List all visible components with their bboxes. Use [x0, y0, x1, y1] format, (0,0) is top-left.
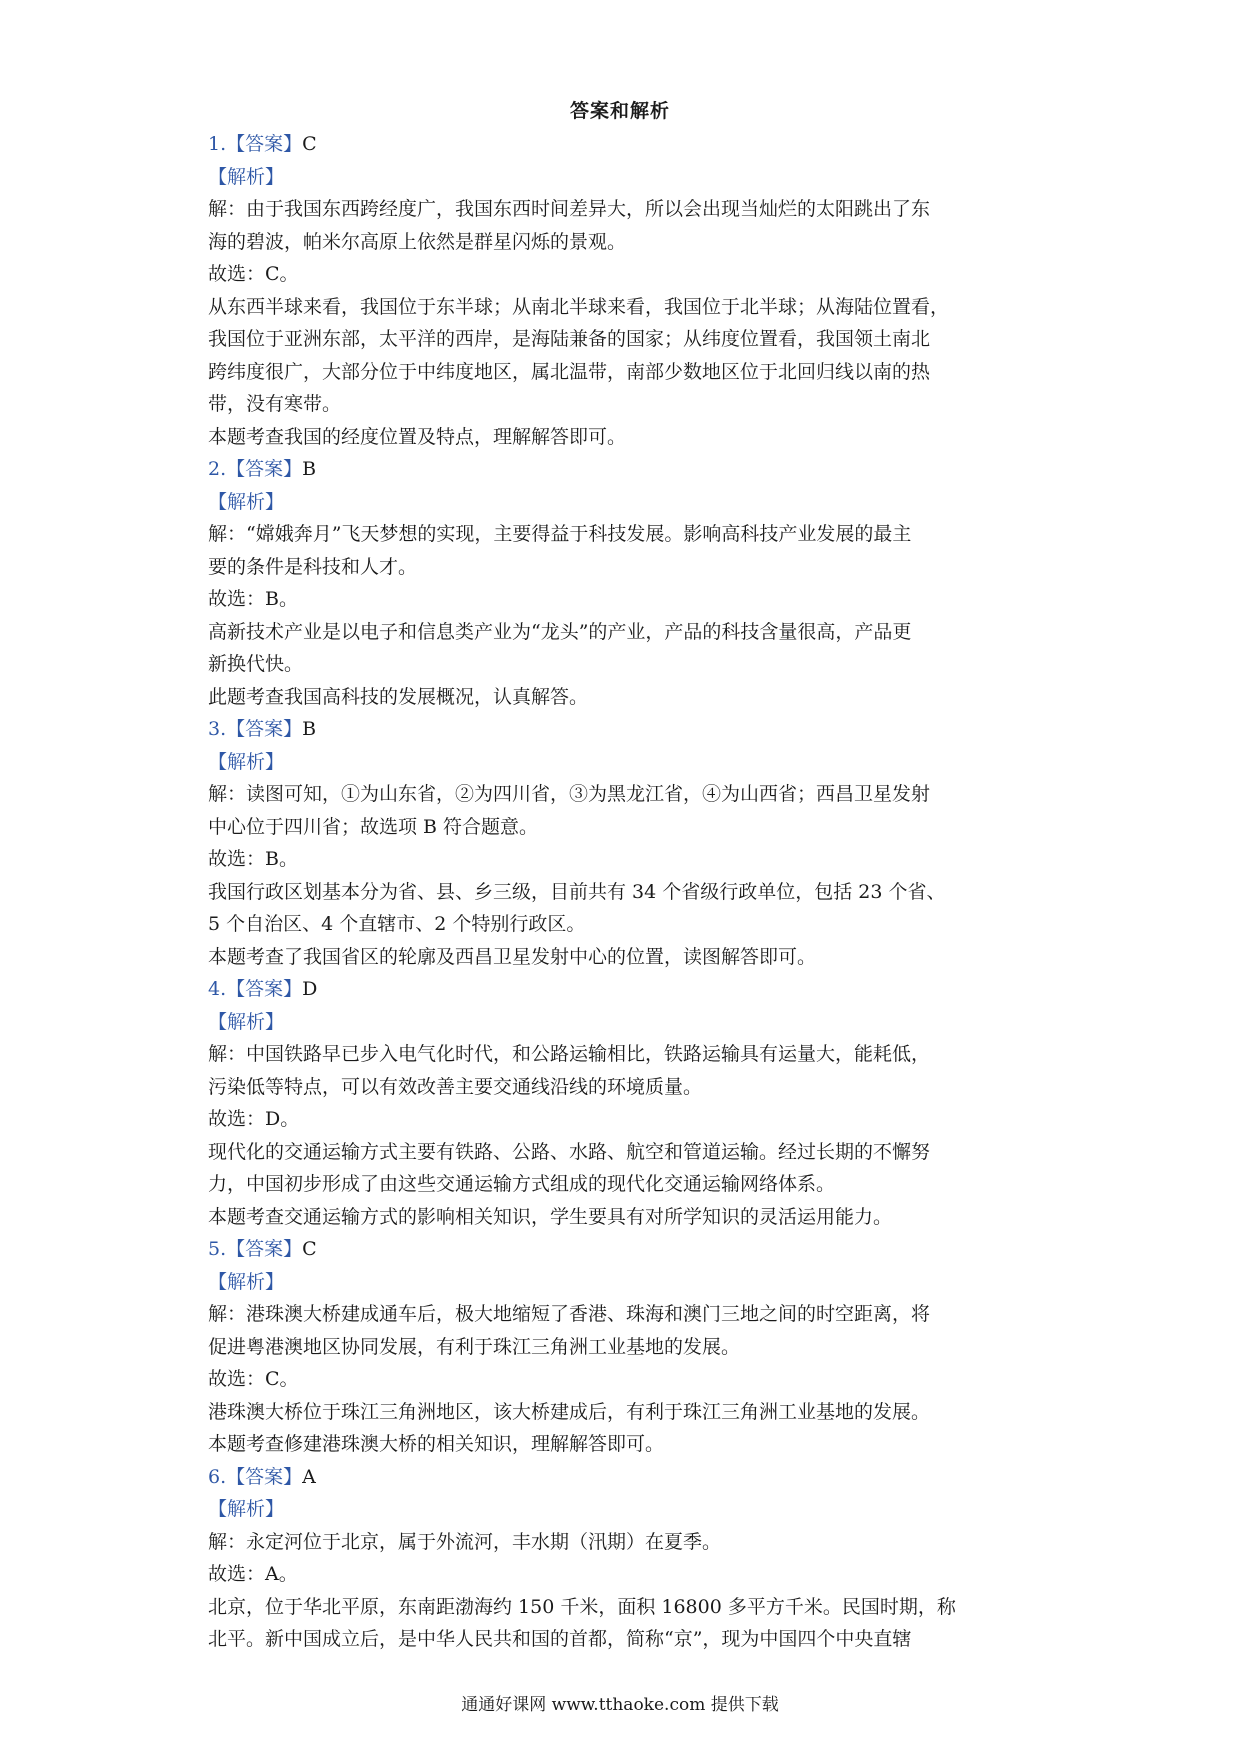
analysis-label: 【解析】: [208, 1498, 285, 1520]
analysis-text-line: 现代化的交通运输方式主要有铁路、公路、水路、航空和管道运输。经过长期的不懈努: [208, 1140, 931, 1163]
answer-value: D: [302, 978, 318, 1000]
question-number: 3.: [208, 718, 227, 740]
answer-line: [208, 128, 1034, 161]
answer-label: 【答案】: [226, 978, 303, 1000]
answer-label: 【答案】: [226, 1465, 303, 1488]
answer-label: 【答案】: [226, 133, 303, 155]
question-number: 5.: [208, 1238, 227, 1260]
analysis-text-line: 5 个自治区、4 个直辖市、2 个特别行政区。: [208, 913, 586, 935]
analysis-text-line: 港珠澳大桥位于珠江三角洲地区，该大桥建成后，有利于珠江三角洲工业基地的发展。: [208, 1400, 931, 1423]
answer-line: [208, 1233, 1034, 1266]
analysis-text-line: 跨纬度很广，大部分位于中纬度地区，属北温带，南部少数地区位于北回归线以南的热: [208, 360, 931, 383]
analysis-label: 【解析】: [208, 1010, 285, 1033]
analysis-text-line: 北平。新中国成立后，是中华人民共和国的首都，简称“京”，现为中国四个中央直辖: [208, 1628, 912, 1650]
question-number: 2.: [208, 458, 227, 480]
analysis-text-line: 解：中国铁路早已步入电气化时代，和公路运输相比，铁路运输具有运量大，能耗低，: [208, 1043, 931, 1065]
analysis-text-line: 北京，位于华北平原，东南距渤海约 150 千米，面积 16800 多平方千米。民国时期，称: [208, 1595, 956, 1618]
analysis-text-line: 此题考查我国高科技的发展概况，认真解答。: [208, 685, 589, 708]
answer-line: [208, 713, 1034, 746]
question-block: [208, 1461, 1034, 1656]
question-block: [208, 713, 1034, 973]
analysis-text-line: 故选：D。: [208, 1108, 300, 1130]
analysis-text-line: 故选：C。: [208, 1368, 299, 1390]
analysis-text-line: 海的碧波，帕米尔高原上依然是群星闪烁的景观。: [208, 230, 627, 253]
analysis-text-line: 从东西半球来看，我国位于东半球；从南北半球来看，我国位于北半球；从海陆位置看，: [208, 295, 950, 318]
analysis-text-line: 解：读图可知，①为山东省，②为四川省，③为黑龙江省，④为山西省；西昌卫星发射: [208, 783, 931, 805]
question-block: [208, 1233, 1034, 1461]
analysis-text-line: 我国位于亚洲东部，太平洋的西岸，是海陆兼备的国家；从纬度位置看，我国领土南北: [208, 328, 931, 350]
analysis-text-line: 污染低等特点，可以有效改善主要交通线沿线的环境质量。: [208, 1075, 703, 1098]
answer-label: 【答案】: [226, 458, 303, 480]
analysis-text-line: 要的条件是科技和人才。: [208, 555, 418, 578]
question-block: [208, 973, 1034, 1233]
answer-value: C: [302, 133, 317, 155]
analysis-text-line: 解：港珠澳大桥建成通车后，极大地缩短了香港、珠海和澳门三地之间的时空距离，将: [208, 1303, 931, 1325]
analysis-text-line: 解：永定河位于北京，属于外流河，丰水期（汛期）在夏季。: [208, 1530, 722, 1553]
analysis-text-line: 解：由于我国东西跨经度广，我国东西时间差异大，所以会出现当灿烂的太阳跳出了东: [208, 198, 931, 220]
answer-line: [208, 973, 1034, 1006]
analysis-text-line: 解：“嫦娥奔月”飞天梦想的实现，主要得益于科技发展。影响高科技产业发展的最主: [208, 523, 912, 545]
page-title: 答案和解析: [569, 100, 670, 122]
analysis-text-line: 本题考查修建港珠澳大桥的相关知识，理解解答即可。: [208, 1433, 665, 1455]
analysis-text-line: 故选：B。: [208, 848, 298, 870]
answer-value: C: [302, 1238, 317, 1260]
analysis-label: 【解析】: [208, 490, 285, 513]
answer-value: B: [302, 718, 317, 740]
answer-value: A: [302, 1465, 316, 1488]
answer-line: [208, 1461, 1034, 1494]
analysis-text-line: 故选：B。: [208, 588, 298, 610]
analysis-text-line: 促进粤港澳地区协同发展，有利于珠江三角洲工业基地的发展。: [208, 1335, 741, 1358]
analysis-label: 【解析】: [208, 1270, 285, 1293]
analysis-text-line: 力，中国初步形成了由这些交通运输方式组成的现代化交通运输网络体系。: [208, 1173, 836, 1195]
analysis-text-line: 故选：C。: [208, 263, 299, 285]
answer-line: [208, 453, 1034, 486]
question-block: [208, 453, 1034, 713]
answer-label: 【答案】: [226, 1238, 303, 1260]
analysis-text-line: 新换代快。: [208, 653, 304, 675]
answer-value: B: [302, 458, 317, 480]
answer-label: 【答案】: [226, 718, 303, 740]
analysis-text-line: 中心位于四川省；故选项 B 符合题意。: [208, 815, 539, 838]
question-number: 4.: [208, 978, 227, 1000]
analysis-text-line: 我国行政区划基本分为省、县、乡三级，目前共有 34 个省级行政单位，包括 23 个省、: [208, 880, 946, 903]
analysis-text-line: 带，没有寒带。: [208, 393, 342, 415]
question-number: 1.: [208, 133, 227, 155]
analysis-text-line: 本题考查了我国省区的轮廓及西昌卫星发射中心的位置，读图解答即可。: [208, 945, 817, 968]
question-block: [208, 128, 1034, 453]
answer-list: [208, 128, 1034, 1656]
question-number: 6.: [208, 1465, 227, 1488]
analysis-text-line: 高新技术产业是以电子和信息类产业为“龙头”的产业，产品的科技含量很高，产品更: [208, 620, 912, 643]
analysis-text-line: 故选：A。: [208, 1563, 298, 1585]
page-footer: 通通好课网 www.tthaoke.com 提供下载: [461, 1695, 779, 1715]
analysis-text-line: 本题考查我国的经度位置及特点，理解解答即可。: [208, 425, 627, 448]
analysis-text-line: 本题考查交通运输方式的影响相关知识，学生要具有对所学知识的灵活运用能力。: [208, 1205, 893, 1228]
analysis-label: 【解析】: [208, 750, 285, 773]
analysis-label: 【解析】: [208, 165, 285, 188]
